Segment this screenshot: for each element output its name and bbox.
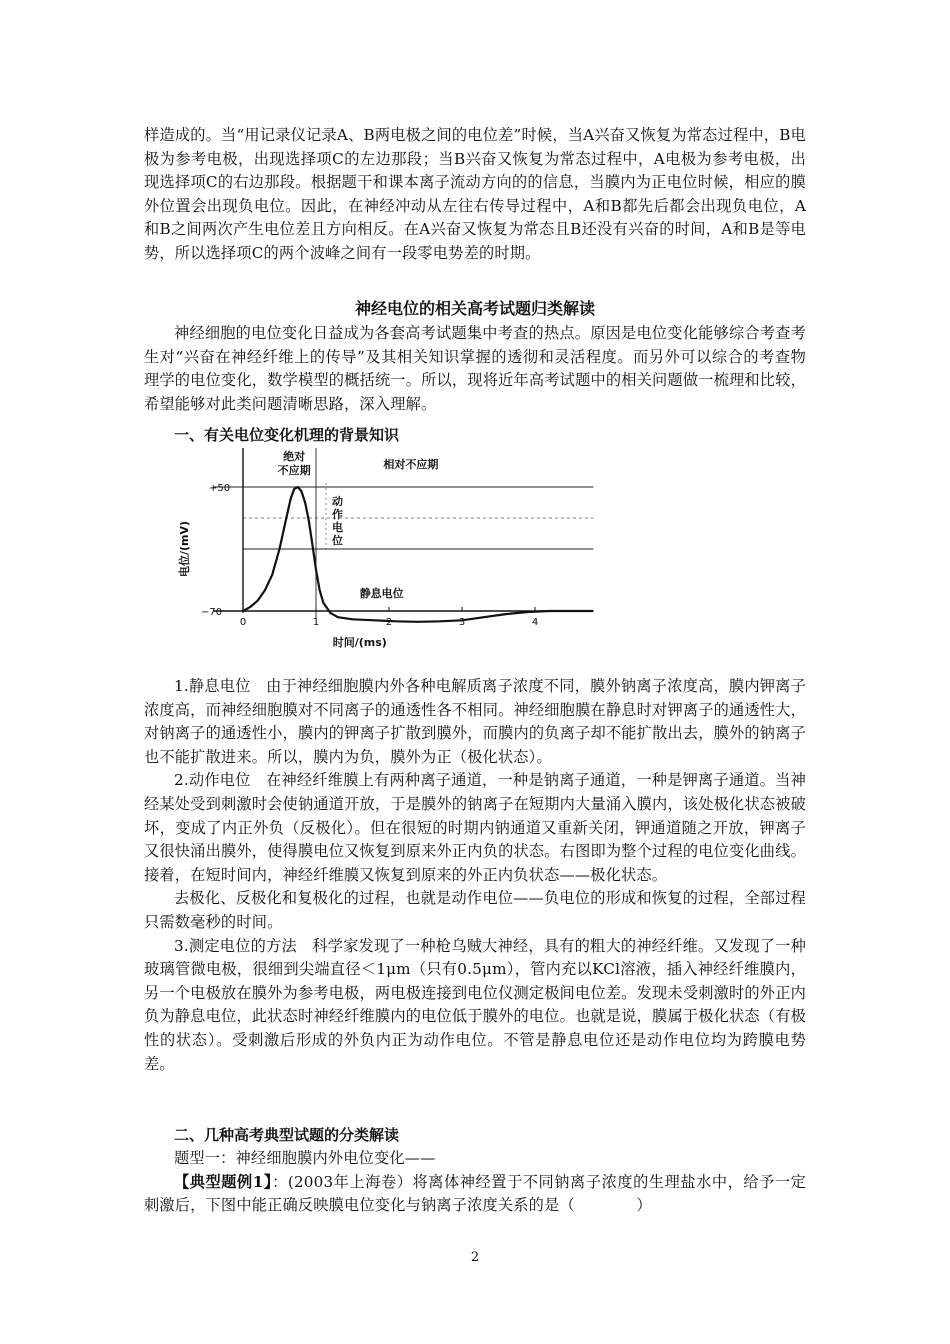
- example-question: [144, 1171, 806, 1218]
- y-axis-label: 电位/(mV): [178, 520, 191, 578]
- summary-paragraph: [144, 322, 806, 416]
- action-potential-label-char: 位: [332, 534, 343, 547]
- x-tick-label: 2: [385, 617, 393, 628]
- action-potential-figure: [176, 444, 606, 654]
- intro-paragraph: [144, 124, 806, 266]
- background-items: [144, 675, 806, 1076]
- item-resting-potential: 1.静息电位 由于神经细胞膜内外各种电解质离子浓度不同，膜外钠离子浓度高，膜内钾离子浓度高，而神经细胞膜对不同离子的通透性各不相同。神经细胞膜在静息时对钾离子的通透性大，对钠离子的通透性小，膜内的钾离子扩散到膜外，而膜内的负离子却不能扩散出去，膜外的钠离子也不能扩散进来。所以，膜内为负，膜外为正（极化状态）。: [144, 677, 806, 766]
- example-label: 【典型题例1】: [174, 1172, 273, 1191]
- x-tick-label: 3: [458, 617, 466, 628]
- item-measurement-method: 3.测定电位的方法 科学家发现了一种枪乌贼大神经，具有的粗大的神经纤维。又发现了一种玻璃管微电极，很细到尖端直径＜1μm（只有0.5μm），管内充以KCl溶液，插入神经纤维膜内，另一个电极放在膜外为参考电极，两电极连接到电位仪测定极间电位差。发现未受刺激时的外正内负为静息电位，此状态时神经纤维膜内的电位低于膜外的电位。也就是说，膜属于极化状态（有极性的状态）。受刺激后形成的外负内正为动作电位。不管是静息电位还是动作电位均为跨膜电势差。: [144, 936, 806, 1073]
- relative-refractory-label: 相对不应期: [383, 458, 439, 471]
- article-title: 神经电位的相关高考试题归类解读: [354, 299, 595, 318]
- y-tick-label-minus70: −70: [201, 607, 223, 618]
- absolute-refractory-label: 绝对: [283, 450, 306, 463]
- question-type-1: 题型一：神经细胞膜内外电位变化——: [174, 1149, 436, 1167]
- action-potential-label-char: 作: [332, 508, 343, 521]
- intro-text: 样造成的。当“用记录仪记录A、B两电极之间的电位差”时候，当A兴奋又恢复为常态过程中，B电极为参考电极，出现选择项C的左边那段；当B兴奋又恢复为常态过程中，A电极为参考电极，出现选择项C的右边那段。根据题干和课本离子流动方向的的信息，当膜内为正电位时候，相应的膜外位置会出现负电位。因此，在神经冲动从左往右传导过程中，A和B都先后都会出现负电位，A和B之间两次产生电位差且方向相反。在A兴奋又恢复为常态且B还没有兴奋的时间，A和B是等电势，所以选择项C的两个波峰之间有一段零电势差的时期。: [144, 126, 806, 262]
- section-heading-2: 二、几种高考典型试题的分类解读: [174, 1126, 400, 1144]
- question-block: [144, 1147, 806, 1218]
- page-number: 2: [470, 1250, 480, 1265]
- item-action-potential: 2.动作电位 在神经纤维膜上有两种离子通道，一种是钠离子通道，一种是钾离子通道。当神经某处受到刺激时会使钠通道开放，于是膜外的钠离子在短期内大量涌入膜内，该处极化状态被破坏，变成了内正外负（反极化）。但在很短的时期内钠通道又重新关闭，钾通道随之开放，钾离子又很快涌出膜外，使得膜电位又恢复到原来外正内负的状态。右图即为整个过程的电位变化曲线。接着，在短时间内，神经纤维膜又恢复到原来的外正内负状态——极化状态。: [144, 771, 806, 884]
- item-depolarization-note: 去极化、反极化和复极化的过程，也就是动作电位——负电位的形成和恢复的过程，全部过程只需数毫秒的时间。: [144, 889, 806, 931]
- example-text: ：(2003年上海卷）将离体神经置于不同钠离子浓度的生理盐水中，给予一定刺激后，下图中能正确反映膜电位变化与钠离子浓度关系的是（ ）: [144, 1172, 806, 1215]
- action-potential-chart: [176, 444, 606, 654]
- chart-series: [243, 487, 593, 622]
- x-tick-label: 1: [312, 617, 320, 628]
- x-tick-label: 0: [239, 617, 247, 628]
- summary-text: 神经细胞的电位变化日益成为各套高考试题集中考查的热点。原因是电位变化能够综合考查考生对“兴奋在神经纤维上的传导”及其相关知识掌握的透彻和灵活程度。而另外可以综合的考查物理学的电位变化，数学模型的概括统一。所以，现将近年高考试题中的相关问题做一梳理和比较，希望能够对此类问题清晰思路，深入理解。: [144, 324, 806, 413]
- action-potential-label-char: 电: [332, 521, 343, 534]
- x-tick-label: 4: [531, 617, 539, 628]
- resting-potential-label: 静息电位: [359, 587, 404, 600]
- membrane-potential-curve: [243, 487, 593, 622]
- section-heading-1: 一、有关电位变化机理的背景知识: [174, 426, 400, 444]
- x-axis-label: 时间/(ms): [332, 636, 387, 649]
- absolute-refractory-label-line2: 不应期: [277, 464, 311, 477]
- y-tick-label-plus50: +50: [209, 483, 231, 494]
- action-potential-label-char: 动: [332, 495, 343, 508]
